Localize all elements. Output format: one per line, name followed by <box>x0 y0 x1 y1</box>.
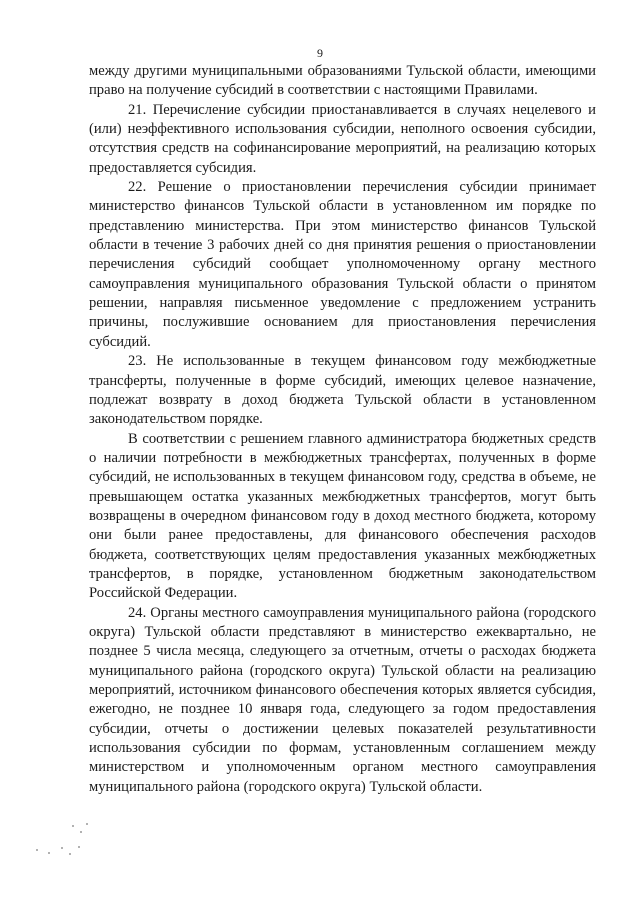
scan-specks <box>28 822 98 862</box>
paragraph-clause-22: 22. Решение о приостановлении перечисления субсидии принимает министерство финансов Тульской области в установленном им порядке по представлению министерства. При этом министерство финансов Тульской области в течение 3 рабочих дней со дня принятия решения о приостановлении перечисления субсидий сообщает уполномоченному органу местного самоуправления муниципального образования Тульской области о принятом решении, направляя письменное уведомление с предложением устранить причины, послужившие основанием для приостановления перечисления субсидий. <box>89 179 596 350</box>
paragraph-clause-23-continued: В соответствии с решением главного администратора бюджетных средств о наличии потребности в межбюджетных трансфертах, полученных в форме субсидий, не использованных в текущем финансовом году, средства в объеме, не превышающем остатка указанных межбюджетных трансфертов, могут быть возвращены в очередном финансовом году в доход местного бюджета, которому они были ранее предоставлены, для финансового обеспечения расходов бюджета, соответствующих целям предоставления указанных межбюджетных трансфертов, в порядке, установленном бюджетным законодательством Российской Федерации. <box>89 430 596 602</box>
paragraph-clause-21: 21. Перечисление субсидии приостанавливается в случаях нецелевого и (или) неэффективного использования субсидии, неполного освоения субсидии, отсутствия средств на софинансирование мероприятий, на реализацию которых предоставляется субсидия. <box>89 101 596 176</box>
page-number: 9 <box>317 46 323 60</box>
paragraph-continuation: между другими муниципальными образованиями Тульской области, имеющими право на получение субсидий в соответствии с настоящими Правилами. <box>89 63 596 99</box>
paragraph-clause-24: 24. Органы местного самоуправления муниципального района (городского округа) Тульской области представляют в министерство ежеквартально, не позднее 5 числа месяца, следующего за отчетным, отчеты о расходах бюджета муниципального района (городского округа) Тульской области на реализацию мероприятий, источником финансового обеспечения которых является субсидия, ежегодно, не позднее 10 января года, следующего за годом предоставления субсидии, отчеты о достижении целевых показателей результативности использования субсидии по формам, установленным соглашением между министерством и уполномоченным органом местного самоуправления муниципального района (городского округа) Тульской области. <box>89 604 596 795</box>
document-text <box>89 62 596 797</box>
paragraph-clause-23: 23. Не использованные в текущем финансовом году межбюджетные трансферты, полученные в форме субсидий, имеющих целевое назначение, подлежат возврату в доход бюджета Тульской области в установленном законодательством порядке. <box>89 353 596 428</box>
